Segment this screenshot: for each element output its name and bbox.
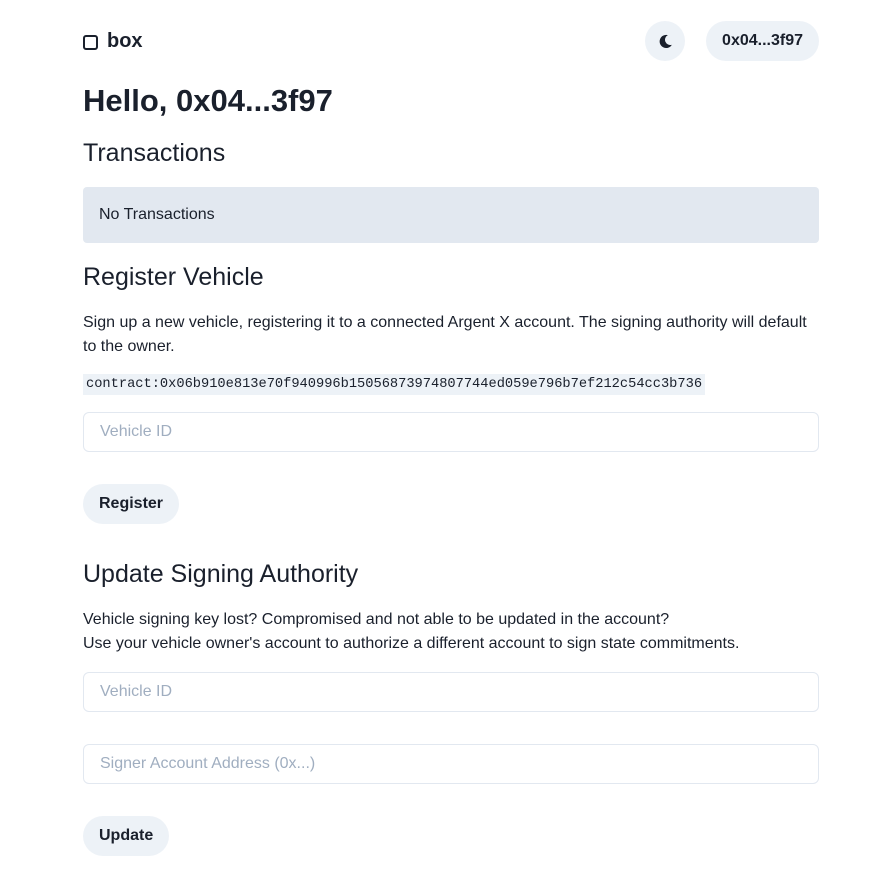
transactions-heading: Transactions <box>83 139 226 167</box>
register-button[interactable]: Register <box>83 484 179 524</box>
update-signing-authority-heading: Update Signing Authority <box>83 560 359 588</box>
update-vehicle-id-input[interactable] <box>83 672 819 712</box>
register-vehicle-id-input[interactable] <box>83 412 819 452</box>
register-vehicle-heading: Register Vehicle <box>83 263 264 291</box>
update-button[interactable]: Update <box>83 816 169 856</box>
update-description-line2: Use your vehicle owner's account to authorize a different account to sign state commitments. <box>83 635 740 652</box>
signer-address-input[interactable] <box>83 744 819 784</box>
account-button[interactable]: 0x04...3f97 <box>706 21 819 61</box>
transactions-empty-text: No Transactions <box>99 206 215 223</box>
update-description-line1: Vehicle signing key lost? Compromised and not able to be updated in the account? <box>83 611 670 628</box>
logo[interactable] <box>83 30 143 53</box>
theme-toggle-button[interactable] <box>645 21 685 61</box>
update-signing-authority-description <box>83 608 823 656</box>
register-vehicle-description: Sign up a new vehicle, registering it to a connected Argent X account. The signing authority will default to the owner. <box>83 314 807 355</box>
transactions-panel <box>83 187 819 243</box>
contract-address: contract:0x06b910e813e70f940996b15056873974807744ed059e796b7ef212c54cc3b736 <box>83 374 705 395</box>
logo-text: box <box>107 30 143 52</box>
square-icon <box>83 35 98 50</box>
page-title: Hello, 0x04...3f97 <box>83 83 333 118</box>
moon-icon <box>658 34 673 49</box>
header <box>83 20 819 62</box>
